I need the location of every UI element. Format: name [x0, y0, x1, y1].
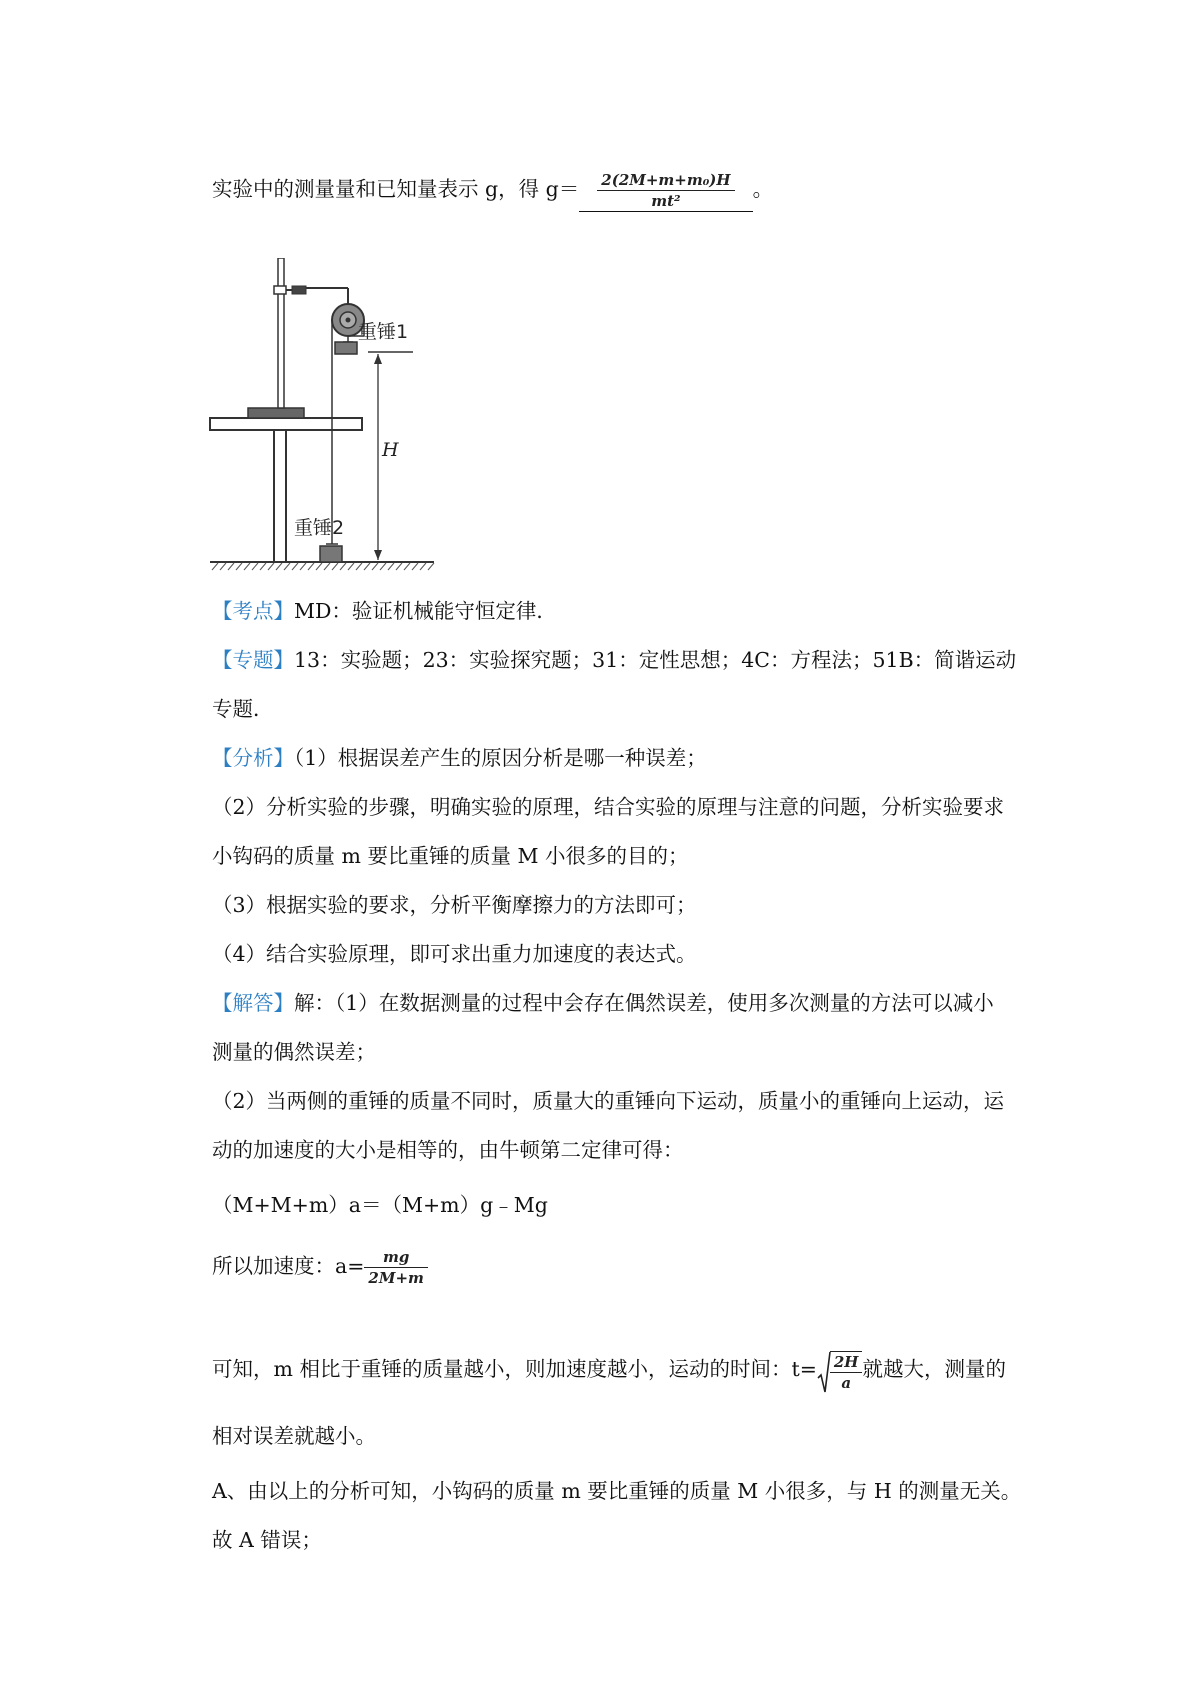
fenxi-tag: 【分析】 [212, 746, 294, 770]
fenxi-p2b: 小钩码的质量 m 要比重锤的质量 M 小很多的目的； [212, 844, 689, 868]
g-formula-denominator: mt² [597, 190, 734, 211]
time-numerator: 2H [833, 1353, 859, 1371]
acceleration-prefix: 所以加速度：a= [212, 1254, 365, 1278]
acceleration-numerator: mg [382, 1248, 410, 1266]
zhuanti-line-2: 专题． [212, 697, 274, 721]
jieda-tag: 【解答】 [212, 991, 294, 1015]
g-formula-numerator: 2(2M+m+m₀)H [601, 171, 731, 189]
sqrt-formula [817, 1346, 863, 1396]
g-formula [597, 170, 734, 211]
acceleration-denominator: 2M+m [364, 1267, 427, 1288]
sqrt-sign-icon [817, 1350, 831, 1394]
fenxi-p1: （1）根据误差产生的原因分析是哪一种误差； [294, 746, 707, 770]
jieda-p1a: 解：（1）在数据测量的过程中会存在偶然误差，使用多次测量的方法可以减小 [294, 991, 994, 1015]
answer-prefix: 实验中的测量量和已知量表示 g，得 g＝ [212, 177, 580, 201]
jieda-line-1 [212, 988, 994, 1018]
kaodian-line [212, 596, 557, 626]
zhuanti-text: 13：实验题；23：实验探究题；31：定性思想；4C：方程法；51B：简谐运动 [294, 648, 1017, 672]
time-formula [830, 1351, 863, 1393]
fenxi-p4: （4）结合实验原理，即可求出重力加速度的表达式。 [212, 942, 697, 966]
experiment-figure [208, 258, 448, 578]
fenxi-p2a: （2）分析实验的步骤，明确实验的原理，结合实验的原理与注意的问题，分析实验要求 [212, 795, 1005, 819]
jieda-p2b: 动的加速度的大小是相等的，由牛顿第二定律可得： [212, 1138, 684, 1162]
weight2-label: 重锤2 [294, 517, 345, 539]
kaodian-text: MD：验证机械能守恒定律． [294, 599, 557, 623]
zhuanti-line [212, 645, 1016, 675]
answer-suffix: 。 [752, 177, 774, 201]
jieda-p1b: 测量的偶然误差； [212, 1040, 376, 1064]
fenxi-line-1 [212, 743, 707, 773]
time-line-2: 相对误差就越小。 [212, 1424, 376, 1448]
answer-line-g [212, 170, 773, 212]
jieda-eq1: （M+M+m）a＝（M+m）g﹣Mg [212, 1193, 548, 1217]
time-suffix: 就越大，测量的 [862, 1357, 1006, 1381]
option-a-line-2: 故 A 错误； [212, 1528, 322, 1552]
time-denominator: a [830, 1372, 863, 1393]
fenxi-p3: （3）根据实验的要求，分析平衡摩擦力的方法即可； [212, 893, 697, 917]
zhuanti-tag: 【专题】 [212, 648, 294, 672]
h-label: H [382, 439, 399, 461]
acceleration-line [212, 1244, 428, 1288]
answer-blank [579, 170, 752, 212]
option-a-line-1: A、由以上的分析可知，小钩码的质量 m 要比重锤的质量 M 小很多，与 H 的测量无关。 [212, 1479, 1022, 1503]
time-line [212, 1344, 1006, 1396]
kaodian-tag: 【考点】 [212, 599, 294, 623]
weight1-label: 重锤1 [358, 321, 409, 343]
time-prefix: 可知，m 相比于重锤的质量越小，则加速度越小，运动的时间：t= [212, 1357, 817, 1381]
acceleration-formula [364, 1247, 427, 1288]
jieda-p2a: （2）当两侧的重锤的质量不同时，质量大的重锤向下运动，质量小的重锤向上运动，运 [212, 1089, 1005, 1113]
